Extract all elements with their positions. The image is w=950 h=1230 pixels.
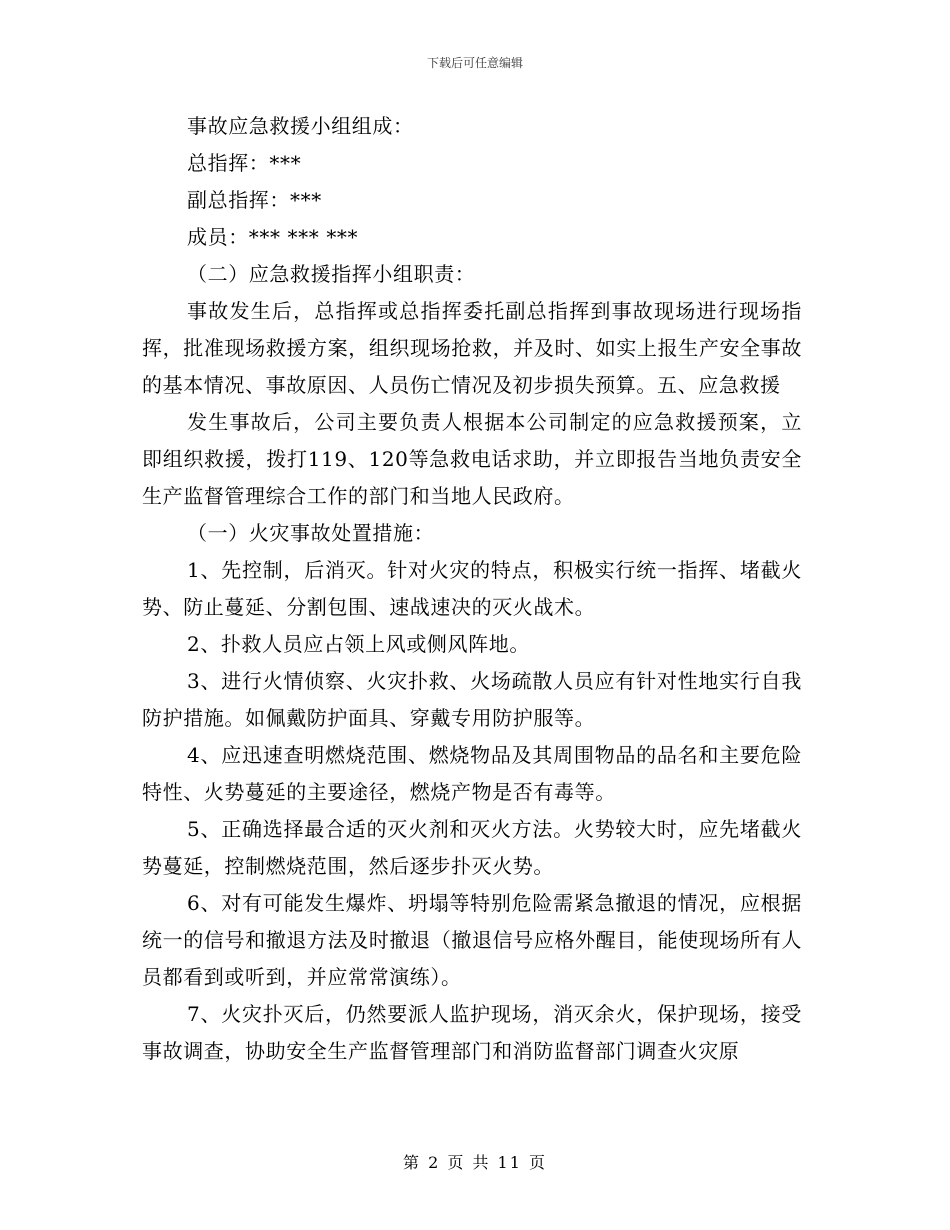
paragraph: 总指挥：*** xyxy=(187,151,302,175)
paragraph: （二）应急救援指挥小组职责： xyxy=(187,262,476,286)
paragraph: 5、正确选择最合适的灭火剂和灭火方法。火势较大时，应先堵截火势蔓延，控制燃烧范围，然后逐步扑灭火势。 xyxy=(142,817,802,878)
paragraph: 副总指挥：*** xyxy=(187,188,322,212)
paragraph: 成员：*** *** *** xyxy=(187,225,359,249)
paragraph: 事故应急救援小组组成： xyxy=(187,114,414,138)
paragraph: 2、扑救人员应占领上风或侧风阵地。 xyxy=(187,632,530,656)
page-footer: 第 2 页 共 11 页 xyxy=(403,1153,547,1172)
paragraph: 事故发生后，总指挥或总指挥委托副总指挥到事故现场进行现场指挥，批准现场救援方案，组织现场抢救，并及时、如实上报生产安全事故的基本情况、事故原因、人员伤亡情况及初步损失预算。五、应急救援 xyxy=(142,299,802,397)
paragraph: 发生事故后，公司主要负责人根据本公司制定的应急救援预案，立即组织救援，拨打119、120等急救电话求助，并立即报告当地负责安全生产监督管理综合工作的部门和当地人民政府。 xyxy=(142,410,802,508)
paragraph: 4、应迅速查明燃烧范围、燃烧物品及其周围物品的品名和主要危险特性、火势蔓延的主要途径，燃烧产物是否有毒等。 xyxy=(142,743,802,804)
paragraph: 1、先控制，后消灭。针对火灾的特点，积极实行统一指挥、堵截火势、防止蔓延、分割包围、速战速决的灭火战术。 xyxy=(142,558,802,619)
page-header: 下载后可任意编辑 xyxy=(426,56,523,70)
paragraph: （一）火灾事故处置措施： xyxy=(187,521,435,545)
document-body xyxy=(142,108,802,1070)
paragraph: 6、对有可能发生爆炸、坍塌等特别危险需紧急撤退的情况，应根据统一的信号和撤退方法及时撤退（撤退信号应格外醒目，能使现场所有人员都看到或听到，并应常常演练）。 xyxy=(142,891,802,989)
paragraph: 7、火灾扑灭后，仍然要派人监护现场，消灭余火，保护现场，接受事故调查，协助安全生产监督管理部门和消防监督部门调查火灾原 xyxy=(142,1002,802,1063)
paragraph: 3、进行火情侦察、火灾扑救、火场疏散人员应有针对性地实行自我防护措施。如佩戴防护面具、穿戴专用防护服等。 xyxy=(142,669,802,730)
